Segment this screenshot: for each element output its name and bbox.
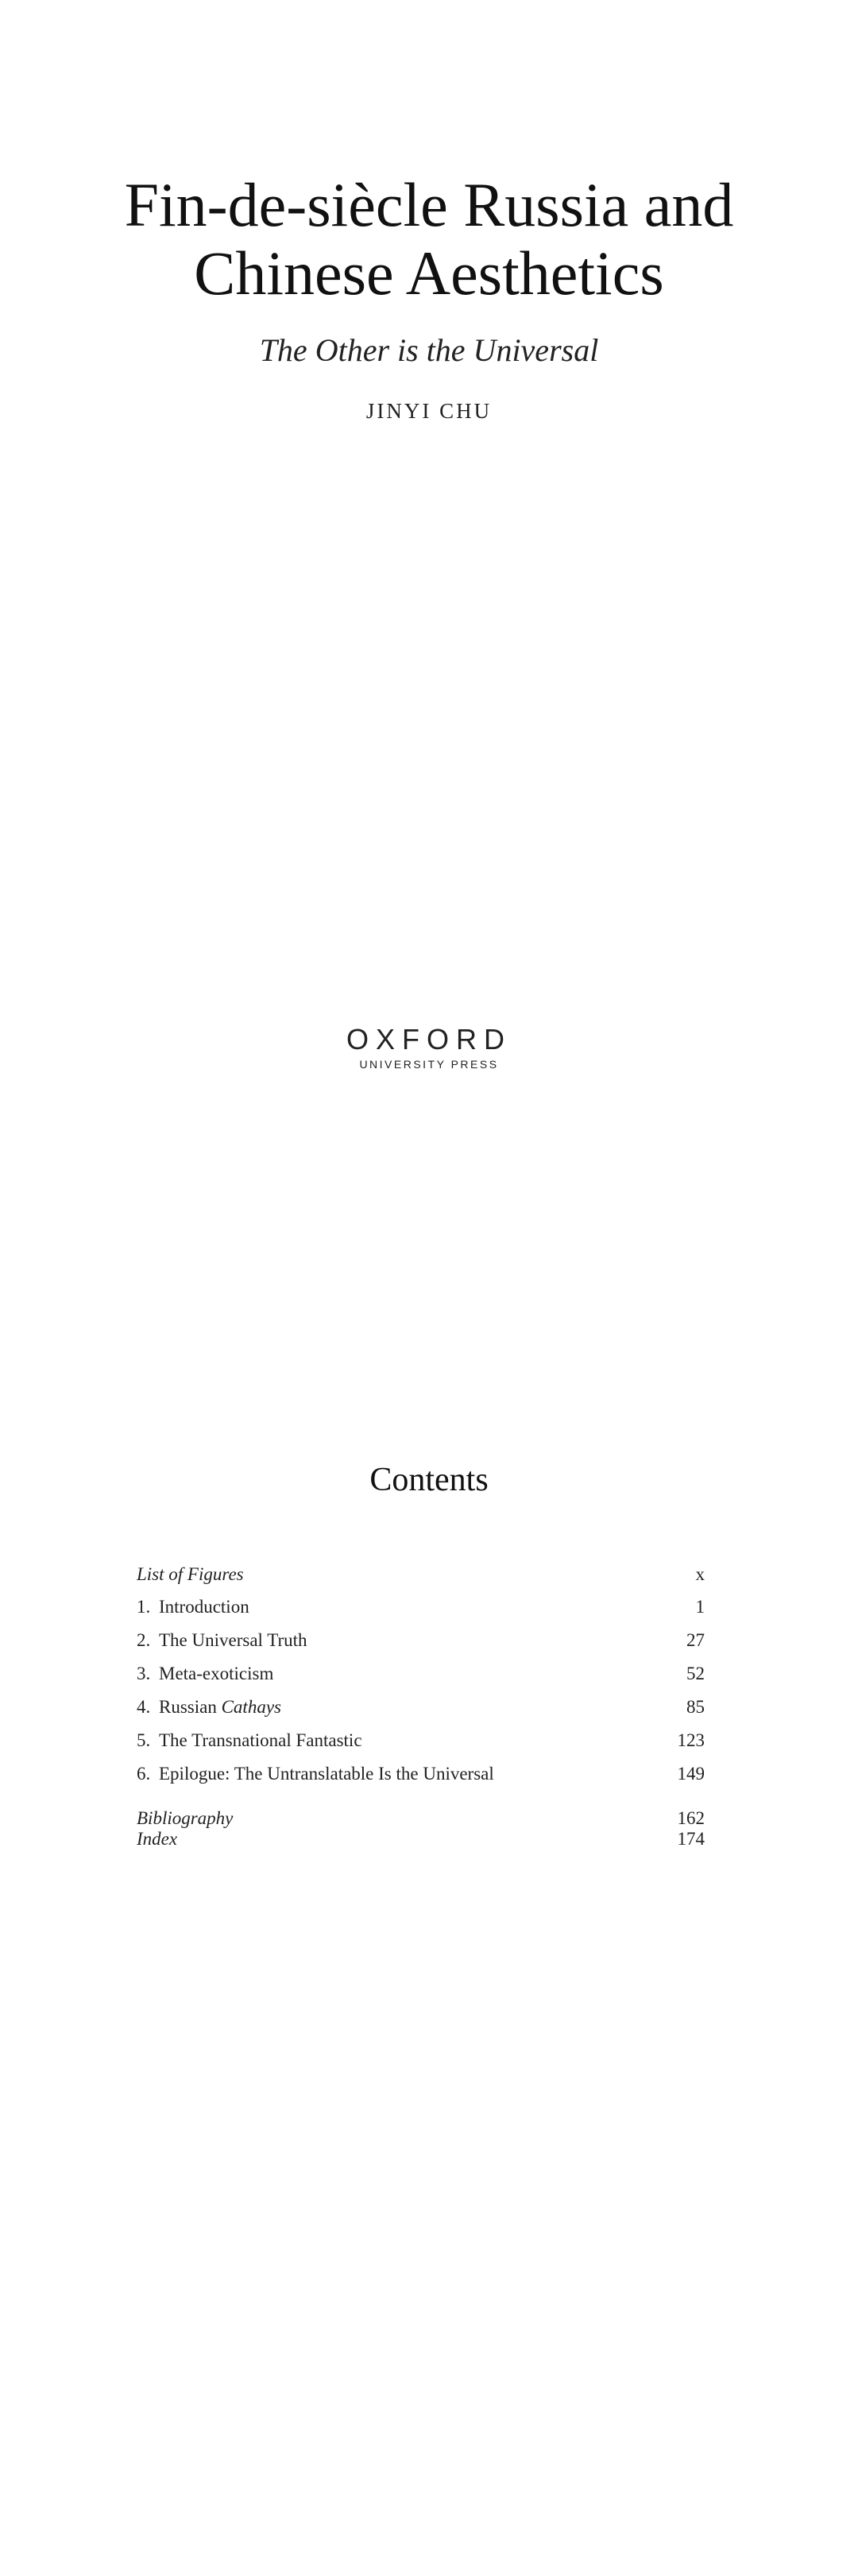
toc-page-number: 162 xyxy=(677,1808,705,1828)
publisher-logo xyxy=(0,1024,858,1071)
contents-heading: Contents xyxy=(369,1462,489,1498)
book-title-line-1: Fin-de-siècle Russia and xyxy=(124,170,734,239)
toc-page-number: 27 xyxy=(686,1630,705,1650)
toc-chapter-number: 2. xyxy=(137,1630,151,1650)
book-subtitle: The Other is the Universal xyxy=(259,332,599,368)
toc-row-chapter-4[interactable] xyxy=(137,1695,705,1720)
toc-row-index[interactable] xyxy=(137,1826,705,1852)
toc-row-chapter-5[interactable] xyxy=(137,1728,705,1753)
toc-label-italic: Cathays xyxy=(221,1697,281,1717)
toc-label: Bibliography xyxy=(137,1808,234,1828)
toc-chapter-number: 3. xyxy=(137,1664,151,1683)
toc-page-number: 174 xyxy=(677,1829,705,1849)
book-title-line-2: Chinese Aesthetics xyxy=(194,238,664,308)
book-title xyxy=(0,171,858,308)
toc-page-number: 149 xyxy=(677,1764,705,1784)
publisher-subtitle: UNIVERSITY PRESS xyxy=(359,1058,499,1071)
toc-chapter-number: 1. xyxy=(137,1597,151,1617)
toc-label: List of Figures xyxy=(137,1564,244,1584)
author-name: JINYI CHU xyxy=(365,399,493,423)
toc-label: Epilogue: The Untranslatable Is the Universal xyxy=(159,1764,494,1784)
toc-label-prefix: Russian xyxy=(159,1697,222,1717)
toc-page-number: 52 xyxy=(686,1664,705,1683)
toc-label: The Universal Truth xyxy=(159,1630,307,1650)
toc-row-list-of-figures[interactable] xyxy=(137,1562,705,1587)
toc-chapter-number: 6. xyxy=(137,1764,151,1784)
toc-page-number: 1 xyxy=(695,1597,705,1617)
toc-row-chapter-1[interactable] xyxy=(137,1594,705,1620)
toc-label: Introduction xyxy=(159,1597,249,1617)
toc-page-number: 123 xyxy=(677,1730,705,1750)
toc-chapter-number: 5. xyxy=(137,1730,151,1750)
toc-row-chapter-3[interactable] xyxy=(137,1661,705,1687)
toc-label: The Transnational Fantastic xyxy=(159,1730,362,1750)
publisher-name: OXFORD xyxy=(346,1023,512,1056)
toc-chapter-number: 4. xyxy=(137,1697,151,1717)
toc-row-chapter-6[interactable] xyxy=(137,1761,705,1787)
toc-label: Index xyxy=(137,1829,178,1849)
toc-row-chapter-2[interactable] xyxy=(137,1628,705,1653)
toc-page-number: x xyxy=(695,1564,705,1584)
toc-page-number: 85 xyxy=(686,1697,705,1717)
toc-label: Meta-exoticism xyxy=(159,1664,274,1683)
toc-label xyxy=(159,1695,281,1720)
